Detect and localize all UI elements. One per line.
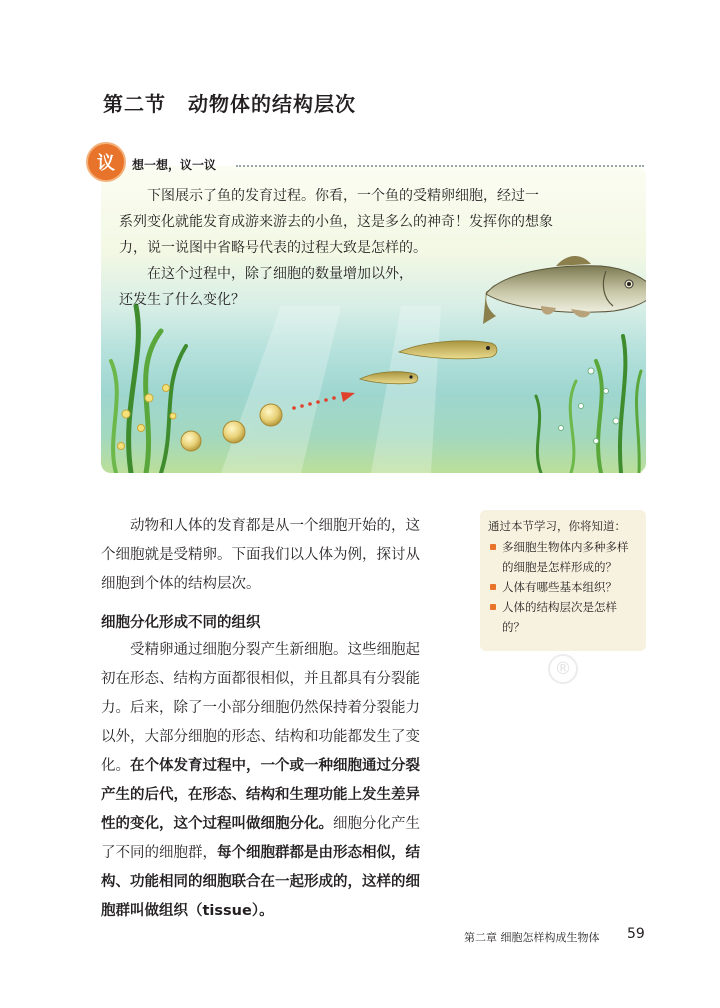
intro-paragraph — [101, 512, 469, 599]
note-intro: 通过本节学习，你将知道： — [488, 519, 626, 533]
light-rays — [221, 306, 441, 473]
text-line: 动物和人体的发育都是从一个细胞开始的，这 — [130, 518, 420, 534]
section-name: 动物体的结构层次 — [188, 92, 356, 116]
section-number: 第二节 — [103, 92, 166, 116]
seaweed-right — [536, 336, 641, 473]
definition-text: 性的变化，这个过程叫做细胞分化。 — [101, 816, 333, 832]
text-line: 初在形态、结构方面都很相似，并且都具有分裂能 — [101, 671, 420, 687]
registered-watermark: ® — [548, 654, 578, 684]
definition-text: 胞群叫做组织（tissue）。 — [101, 903, 274, 919]
goal-item: 人体有哪些基本组织？ — [488, 577, 638, 597]
text-line: 个细胞就是受精卵。下面我们以人体为例，探讨从 — [101, 547, 420, 563]
think-line: 力，说一说图中省略号代表的过程大致是怎样的。 — [119, 240, 427, 256]
goal-item: 人体的结构层次是怎样的？ — [488, 597, 638, 637]
fish-larva-small — [360, 372, 418, 384]
think-line: 在这个过程中，除了细胞的数量增加以外， — [147, 266, 413, 282]
think-box-text — [119, 183, 639, 313]
bubbles-right — [559, 368, 620, 444]
goal-list — [488, 537, 638, 637]
definition-text: 每个细胞群都是由形态相似，结 — [217, 845, 420, 861]
text-line: 了不同的细胞群， — [101, 845, 217, 861]
text-line: 受精卵通过细胞分裂产生新细胞。这些细胞起 — [130, 642, 420, 658]
think-line: 系列变化就能发育成游来游去的小鱼，这是多么的神奇！发挥你的想象 — [119, 214, 553, 230]
think-line: 下图展示了鱼的发育过程。你看，一个鱼的受精卵细胞，经过一 — [147, 188, 539, 204]
section-title — [103, 88, 356, 117]
differentiation-paragraph — [101, 636, 469, 926]
text-line: 力。后来，除了一小部分细胞仍然保持着分裂能力 — [101, 700, 420, 716]
think-box-title: 想一想，议一议 — [132, 158, 217, 172]
text-line: 以外，大部分细胞的形态、结构和功能都发生了变 — [101, 729, 420, 745]
definition-text: 在个体发育过程中，一个或一种细胞通过分裂 — [130, 758, 420, 774]
text-line: 化。 — [101, 758, 130, 774]
text-line: 细胞到个体的结构层次。 — [101, 576, 261, 592]
think-line: 还发生了什么变化？ — [119, 292, 245, 308]
goal-item: 多细胞生物体内多种多样的细胞是怎样形成的？ — [488, 537, 638, 577]
definition-text: 构、功能相同的细胞联合在一起形成的，这样的细 — [101, 874, 420, 890]
title-dotted-rule — [236, 165, 644, 167]
learning-goals-note — [480, 510, 646, 651]
text-line: 细胞分化产生 — [333, 816, 420, 832]
definition-text: 产生的后代，在形态、结构和生理功能上发生差异 — [101, 787, 420, 803]
footer-chapter: 第二章 细胞怎样构成生物体 — [464, 931, 600, 944]
page-number: 59 — [627, 926, 645, 942]
subsection-heading: 细胞分化形成不同的组织 — [101, 615, 261, 631]
discussion-icon: 议 — [86, 142, 126, 182]
